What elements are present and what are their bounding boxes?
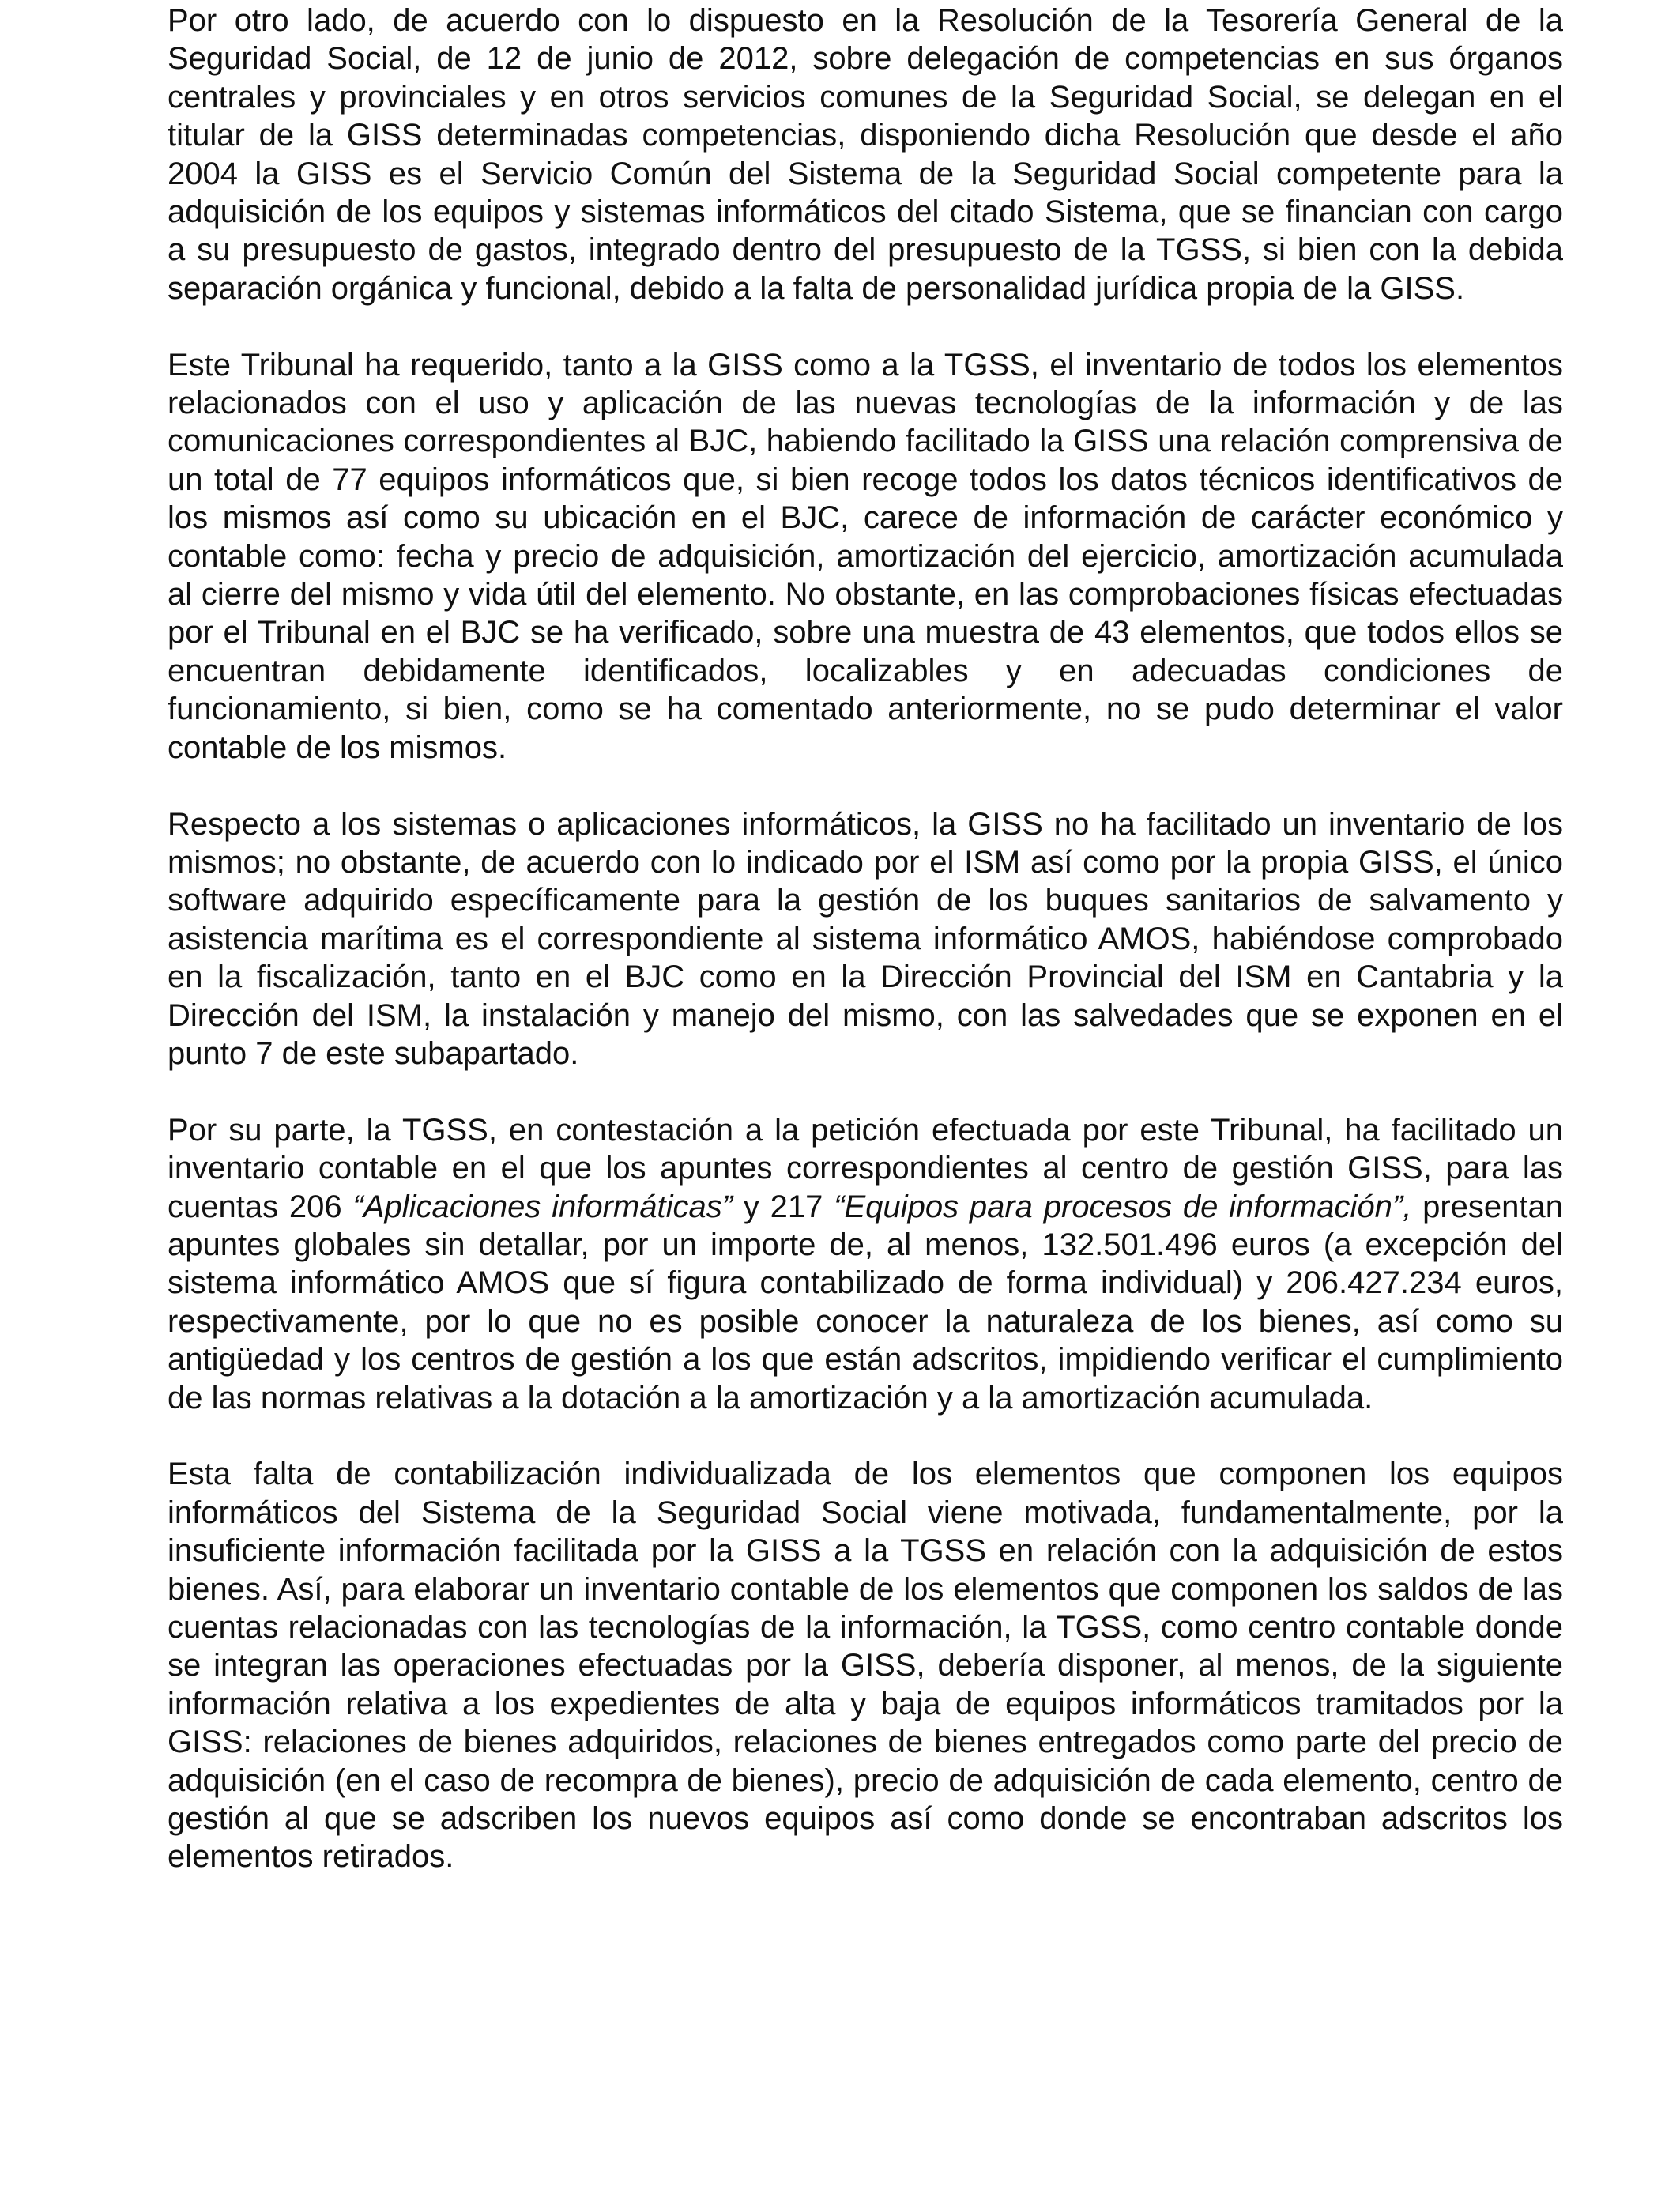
paragraph-text-segment: Por su parte, la TGSS, en contestación a la petición efectuada por este Tribunal, ha facilitado un inventario contable en el que los apuntes correspondientes al centro de gestión GISS, para las cuentas 206 [168,1112,1563,1224]
paragraph-text-segment: y 217 [733,1189,834,1224]
paragraph-giss-delegation: Por otro lado, de acuerdo con lo dispuesto en la Resolución de la Tesorería General de la Seguridad Social, de 12 de junio de 2012, sobre delegación de competencias en sus órganos centrales y provinciales y en otros servicios comunes de la Seguridad Social, se delegan en el titular de la GISS determinadas competencias, disponiendo dicha Resolución que desde el año 2004 la GISS es el Servicio Común del Sistema de la Seguridad Social competente para la adquisición de los equipos y sistemas informáticos del citado Sistema, que se financian con cargo a su presupuesto de gastos, integrado dentro del presupuesto de la TGSS, si bien con la debida separación orgánica y funcional, debido a la falta de personalidad jurídica propia de la GISS. [168,3,1563,306]
account-217-name: “Equipos para procesos de información”, [834,1189,1412,1224]
paragraph-tgss-accounting [168,1111,1563,1417]
document-page [168,2,1563,1876]
paragraph-accounting-deficiency: Esta falta de contabilización individualizada de los elementos que componen los equipos informáticos del Sistema de la Seguridad Social viene motivada, fundamentalmente, por la insuficiente información facilitada por la GISS a la TGSS en relación con la adquisición de estos bienes. Así, para elaborar un inventario contable de los elementos que componen los saldos de las cuentas relacionadas con las tecnologías de la información, la TGSS, como centro contable donde se integran las operaciones efectuadas por la GISS, debería disponer, al menos, de la siguiente información relativa a los expedientes de alta y baja de equipos informáticos tramitados por la GISS: relaciones de bienes adquiridos, relaciones de bienes entregados como parte del precio de adquisición (en el caso de recompra de bienes), precio de adquisición de cada elemento, centro de gestión al que se adscriben los nuevos equipos así como donde se encontraban adscritos los elementos retirados. [168,1457,1563,1875]
paragraph-text-segment: presentan apuntes globales sin detallar, por un importe de, al menos, 132.501.496 euros (a excepción del sistema informático AMOS que sí figura contabilizado de forma individual) y 206.427.234 euros, respectivamente, por lo que no es posible conocer la naturaleza de los bienes, así como su antigüedad y los centros de gestión a los que están adscritos, impidiendo verificar el cumplimiento de las normas relativas a la dotación a la amortización y a la amortización acumulada. [168,1189,1564,1416]
paragraph-software-systems: Respecto a los sistemas o aplicaciones informáticos, la GISS no ha facilitado un inventario de los mismos; no obstante, de acuerdo con lo indicado por el ISM así como por la propia GISS, el único software adquirido específicamente para la gestión de los buques sanitarios de salvamento y asistencia marítima es el correspondiente al sistema informático AMOS, habiéndose comprobado en la fiscalización, tanto en el BJC como en la Dirección Provincial del ISM en Cantabria y la Dirección del ISM, la instalación y manejo del mismo, con las salvedades que se exponen en el punto 7 de este subapartado. [168,806,1563,1071]
paragraph-inventory-request: Este Tribunal ha requerido, tanto a la GISS como a la TGSS, el inventario de todos los elementos relacionados con el uso y aplicación de las nuevas tecnologías de la información y de las comunicaciones correspondientes al BJC, habiendo facilitado la GISS una relación comprensiva de un total de 77 equipos informáticos que, si bien recoge todos los datos técnicos identificativos de los mismos así como su ubicación en el BJC, carece de información de carácter económico y contable como: fecha y precio de adquisición, amortización del ejercicio, amortización acumulada al cierre del mismo y vida útil del elemento. No obstante, en las comprobaciones físicas efectuadas por el Tribunal en el BJC se ha verificado, sobre una muestra de 43 elementos, que todos ellos se encuentran debidamente identificados, localizables y en adecuadas condiciones de funcionamiento, si bien, como se ha comentado anteriormente, no se pudo determinar el valor contable de los mismos. [168,347,1563,765]
account-206-name: “Aplicaciones informáticas” [352,1189,733,1224]
